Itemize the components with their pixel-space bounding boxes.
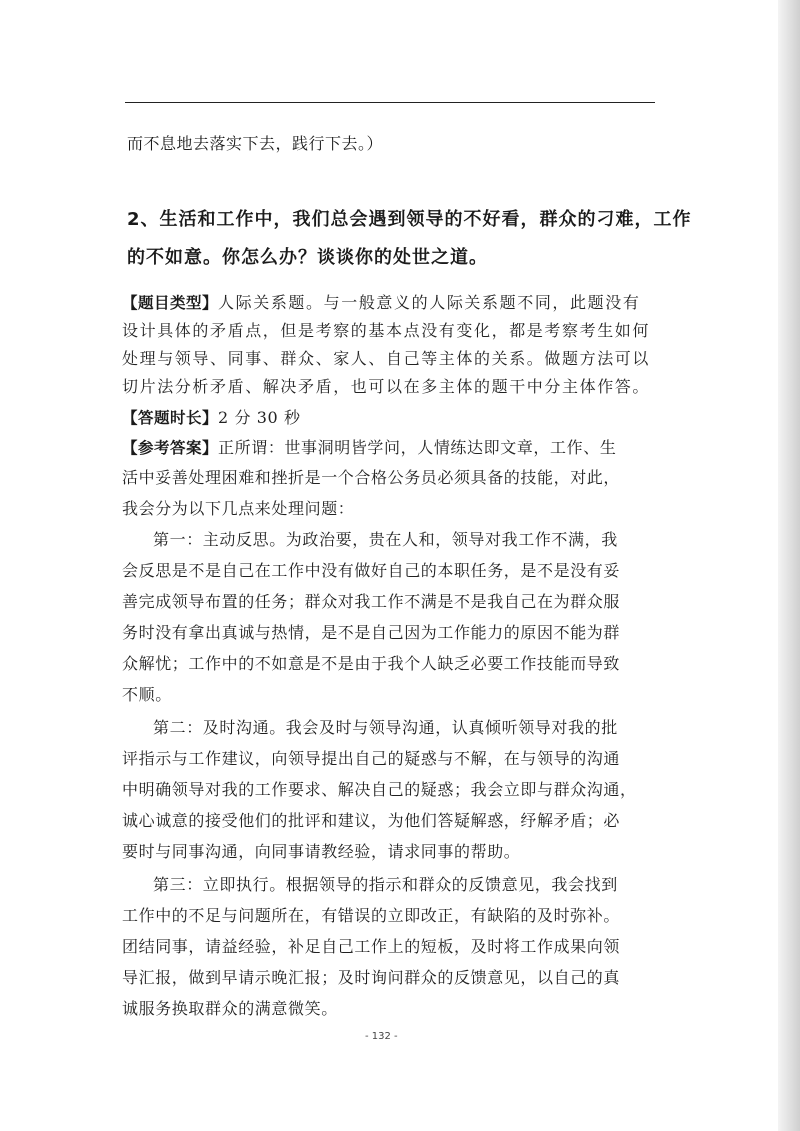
point1-line-2: 会反思是不是自己在工作中没有做好自己的本职任务，是不是没有妥 [122,561,621,580]
answer-tag: 【参考答案】 [122,439,219,457]
duration-tag: 【答题时长】 [122,409,219,427]
point2-line-1: 第二：及时沟通。我会及时与领导沟通，认真倾听领导对我的批 [153,718,618,737]
question-line-1: 2、生活和工作中，我们总会遇到领导的不好看，群众的刁难，工作 [127,209,692,230]
answer-line-3: 我会分为以下几点来处理问题： [122,499,355,518]
point2-line-5: 要时与同事沟通，向同事请教经验，请求同事的帮助。 [122,842,521,861]
point2-line-3: 中明确领导对我的工作要求、解决自己的疑惑；我会立即与群众沟通， [122,780,637,799]
question-type-line-2: 设计具体的矛盾点，但是考察的基本点没有变化，都是考察考生如何 [122,321,651,340]
point1-line-3: 善完成领导布置的任务；群众对我工作不满是不是我自己在为群众服 [122,592,621,611]
question-line-2: 的不如意。你怎么办？谈谈你的处世之道。 [127,247,488,268]
point3-line-5: 诚服务换取群众的满意微笑。 [122,999,338,1018]
answer-intro-text: 正所谓：世事洞明皆学问，人情练达即文章，工作、生 [218,438,617,457]
point3-line-2: 工作中的不足与问题所在，有错误的立即改正，有缺陷的及时弥补。 [122,906,621,925]
page-number: - 132 - [365,1031,398,1042]
point1-line-1: 第一：主动反思。为政治要，贵在人和，领导对我工作不满，我 [153,530,618,549]
point3-line-1: 第三：立即执行。根据领导的指示和群众的反馈意见，我会找到 [153,875,618,894]
question-type-text: 人际关系题。与一般意义的人际关系题不同，此题没有 [218,293,641,312]
point1-line-4: 务时没有拿出真诚与热情，是不是自己因为工作能力的原因不能为群 [122,623,621,642]
header-rule [125,102,655,103]
point3-line-3: 团结同事，请益经验，补足自己工作上的短板，及时将工作成果向领 [122,937,621,956]
question-type-line-3: 处理与领导、同事、群众、家人、自己等主体的关系。做题方法可以 [122,349,651,368]
point1-line-6: 不顺。 [122,685,172,704]
question-type-tag: 【题目类型】 [122,294,219,312]
question-type-line-1 [122,290,640,313]
point2-line-4: 诚心诚意的接受他们的批评和建议，为他们答疑解惑，纾解矛盾；必 [122,811,621,830]
answer-line-2: 活中妥善处理困难和挫折是一个合格公务员必须具备的技能，对此， [122,468,621,487]
question-type-line-4: 切片法分析矛盾、解决矛盾，也可以在多主体的题干中分主体作答。 [122,377,651,396]
scan-edge-shadow [778,0,800,1131]
point2-line-2: 评指示与工作建议，向领导提出自己的疑惑与不解，在与领导的沟通 [122,749,621,768]
point3-line-4: 导汇报，做到早请示晚汇报；及时询问群众的反馈意见，以自己的真 [122,968,621,987]
continuation-text: 而不息地去落实下去，践行下去。） [127,134,384,153]
duration-value: 2 分 30 秒 [218,408,301,427]
answer-line-1 [122,435,616,458]
point1-line-5: 众解忧；工作中的不如意是不是由于我个人缺乏必要工作技能而导致 [122,654,621,673]
duration-line [122,405,301,428]
